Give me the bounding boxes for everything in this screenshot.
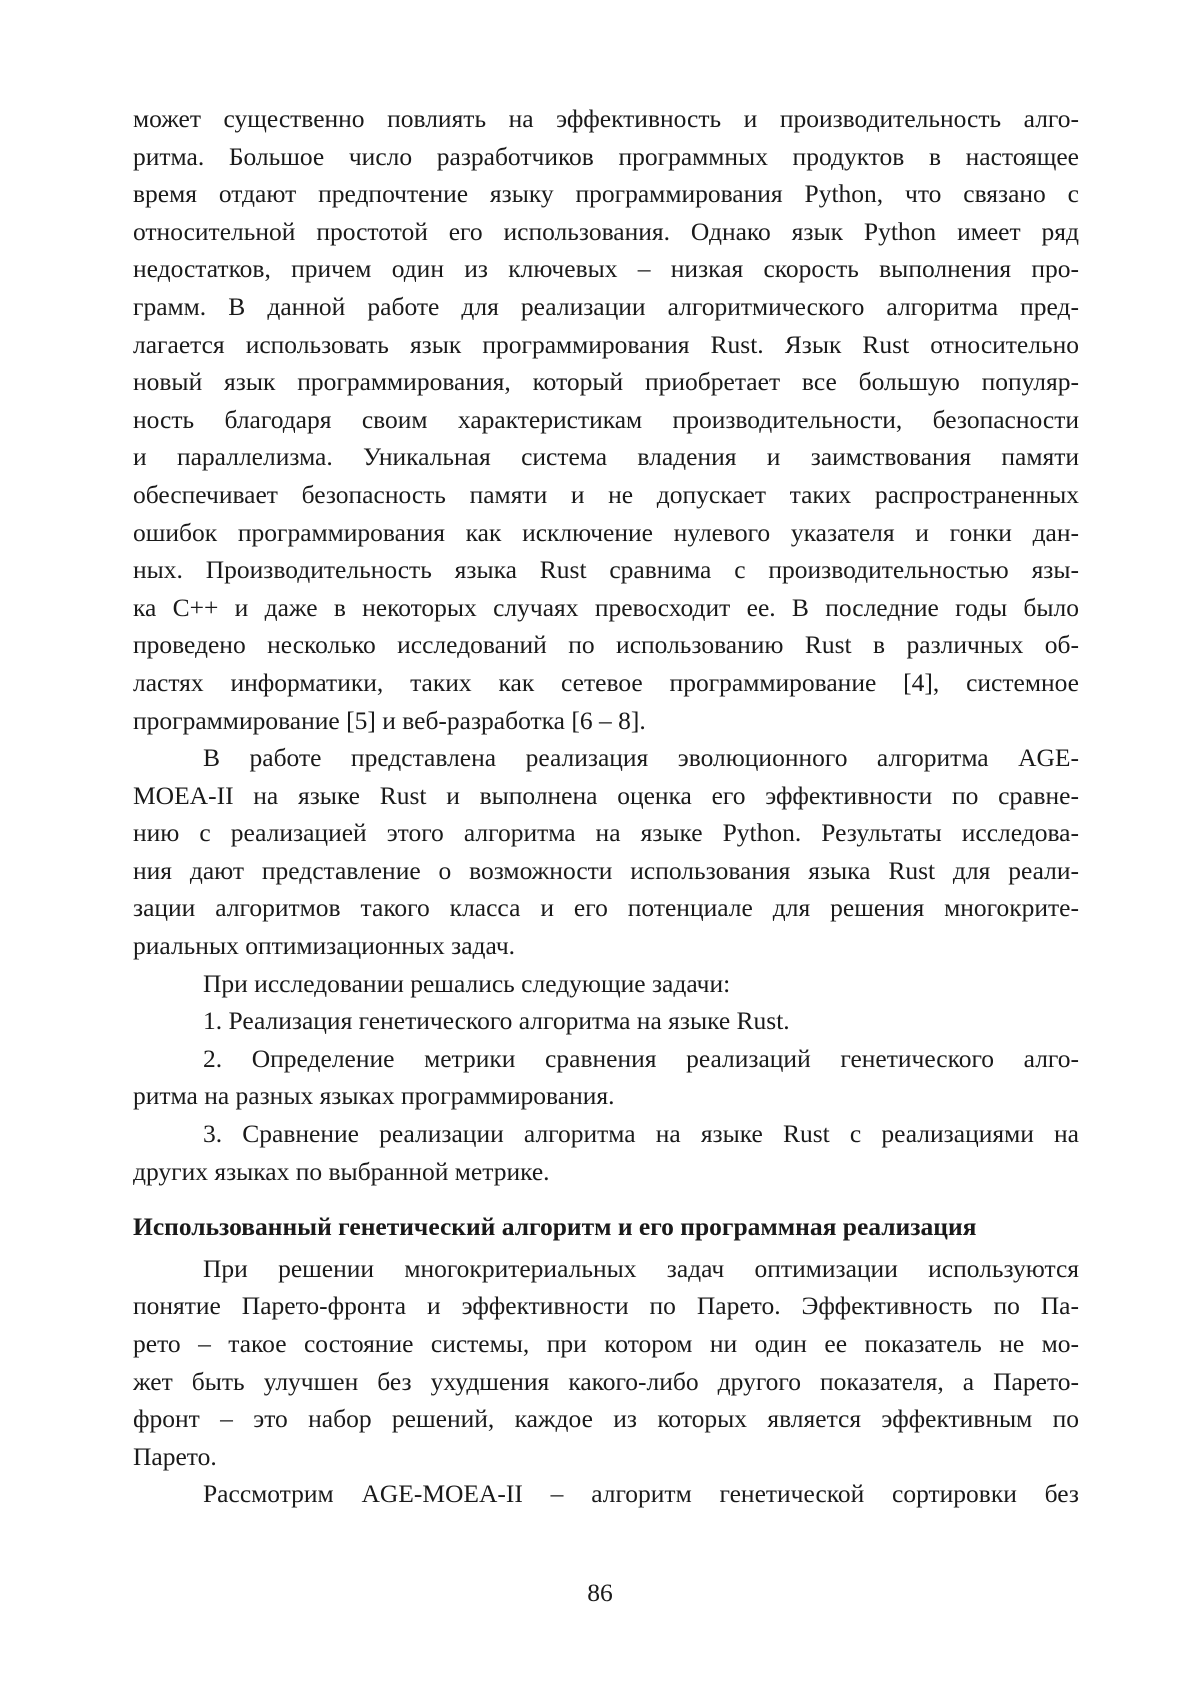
text-line: обеспечивает безопасность памяти и не допускает таких распространенных — [133, 479, 1079, 509]
text-line: фронт – это набор решений, каждое из которых является эффективным по — [133, 1404, 1079, 1434]
text-line: грамм. В данной работе для реализации алгоритмического алгоритма пред- — [133, 291, 1079, 321]
text-line: ритма. Большое число разработчиков программных продуктов в настоящее — [133, 141, 1079, 171]
list-item-3 — [133, 1115, 1079, 1190]
paragraph-2 — [133, 739, 1079, 965]
text-line: понятие Парето-фронта и эффективности по Парето. Эффективность по Па- — [133, 1291, 1079, 1321]
text-line: 2. Определение метрики сравнения реализаций генетического алго- — [203, 1043, 1079, 1073]
text-line: программирование [5] и веб-разработка [6 – 8]. — [133, 705, 646, 735]
text-line: зации алгоритмов такого класса и его потенциале для решения многокрите- — [133, 893, 1079, 923]
text-line: ния дают представление о возможности использования языка Rust для реали- — [133, 855, 1079, 885]
text-line: MOEA-II на языке Rust и выполнена оценка его эффективности по сравне- — [133, 780, 1079, 810]
page-number: 86 — [587, 1578, 613, 1607]
list-item-2 — [133, 1040, 1079, 1115]
paragraph-3 — [133, 965, 1079, 1003]
page-body — [133, 100, 1079, 1513]
paragraph-1 — [133, 100, 1079, 739]
text-line: недостатков, причем один из ключевых – низкая скорость выполнения про- — [133, 254, 1079, 284]
text-line: может существенно повлиять на эффективность и производительность алго- — [133, 104, 1079, 133]
text-line: риальных оптимизационных задач. — [133, 931, 516, 961]
text-line: лагается использовать язык программирования Rust. Язык Rust относительно — [133, 329, 1079, 359]
text-line: ность благодаря своим характеристикам производительности, безопасности — [133, 404, 1079, 434]
text-line: жет быть улучшен без ухудшения какого-либо другого показателя, а Парето- — [133, 1366, 1079, 1396]
text-line: Парето. — [133, 1441, 217, 1471]
text-line: Рассмотрим AGE-MOEA-II – алгоритм генетической сортировки без — [203, 1479, 1079, 1509]
text-line: При исследовании решались следующие задачи: — [203, 968, 731, 998]
text-line: относительной простотой его использования. Однако язык Python имеет ряд — [133, 216, 1079, 246]
text-line: 1. Реализация генетического алгоритма на языке Rust. — [203, 1006, 790, 1036]
text-line: ритма на разных языках программирования. — [133, 1081, 615, 1111]
text-line: ошибок программирования как исключение нулевого указателя и гонки дан- — [133, 517, 1079, 547]
text-line: новый язык программирования, который приобретает все большую популяр- — [133, 367, 1079, 397]
section-heading: Использованный генетический алгоритм и его программная реализация — [133, 1212, 977, 1242]
text-line: В работе представлена реализация эволюционного алгоритма AGE- — [203, 743, 1079, 773]
text-line: ных. Производительность языка Rust сравнима с производительностью язы- — [133, 555, 1079, 585]
list-item-1 — [133, 1002, 1079, 1040]
paragraph-5 — [133, 1475, 1079, 1513]
text-line: ка C++ и даже в некоторых случаях превосходит ее. В последние годы было — [133, 592, 1079, 622]
text-line: нию с реализацией этого алгоритма на языке Python. Результаты исследова- — [133, 818, 1079, 848]
text-line: При решении многокритериальных задач оптимизации используются — [203, 1253, 1079, 1283]
text-line: других языках по выбранной метрике. — [133, 1156, 550, 1186]
text-line: рето – такое состояние системы, при котором ни один ее показатель не мо- — [133, 1329, 1079, 1358]
text-line: 3. Сравнение реализации алгоритма на языке Rust с реализациями на — [203, 1119, 1079, 1149]
text-line: ластях информатики, таких как сетевое программирование [4], системное — [133, 667, 1079, 697]
text-line: время отдают предпочтение языку программирования Python, что связано с — [133, 179, 1079, 209]
text-line: и параллелизма. Уникальная система владения и заимствования памяти — [133, 442, 1079, 472]
paragraph-4 — [133, 1250, 1079, 1476]
text-line: проведено несколько исследований по использованию Rust в различных об- — [133, 630, 1079, 660]
